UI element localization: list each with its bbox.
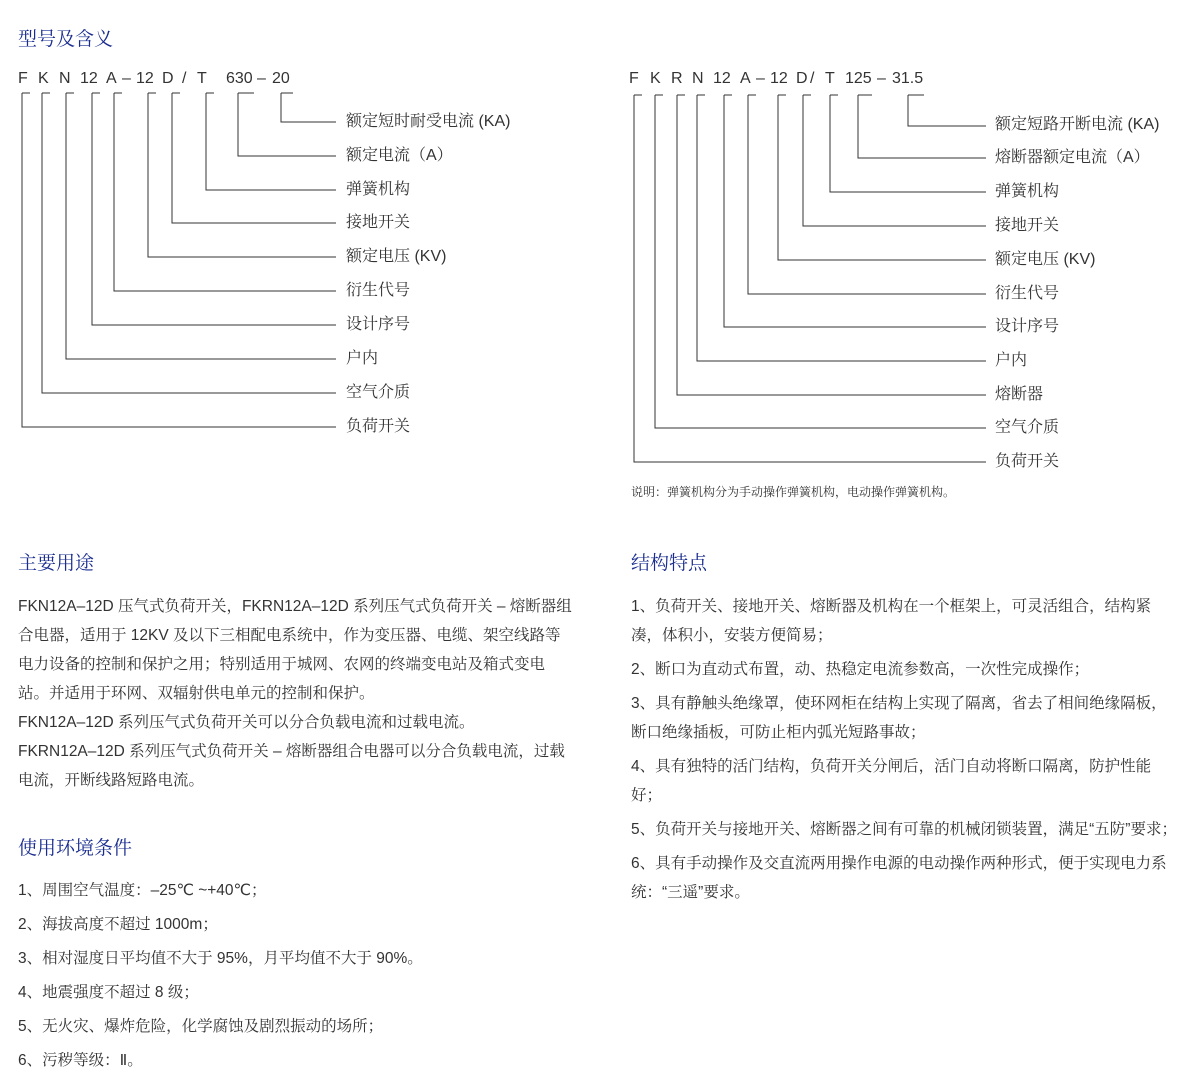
- code-part: /: [810, 70, 815, 87]
- fkn-label: 空气介质: [346, 384, 411, 401]
- fkrn-connector: [803, 95, 986, 226]
- code-part: A: [740, 70, 751, 87]
- code-part: D: [796, 70, 808, 87]
- code-part: N: [692, 70, 704, 87]
- fkrn-label: 接地开关: [995, 217, 1060, 234]
- fkn-connector: [148, 93, 336, 257]
- code-part: 12: [770, 70, 788, 87]
- list-item: 4、地震强度不超过 8 级；: [18, 984, 199, 1001]
- fkrn-connector: [677, 95, 986, 395]
- code-part: F: [18, 70, 28, 87]
- code-part: –: [257, 70, 266, 87]
- list-item: 5、负荷开关与接地开关、熔断器之间有可靠的机械闭锁装置，满足“五防”要求；: [631, 821, 1177, 838]
- code-part: T: [825, 70, 835, 87]
- code-part: 12: [80, 70, 98, 87]
- fkrn-label: 负荷开关: [995, 453, 1060, 470]
- fkn-label: 户内: [346, 350, 379, 367]
- code-part: 12: [136, 70, 154, 87]
- environment-section-title: 使用环境条件: [18, 838, 133, 859]
- fkn-label: 额定电压 (KV): [346, 248, 447, 265]
- code-part: T: [197, 70, 207, 87]
- fkn-label: 额定短时耐受电流 (KA): [346, 113, 511, 130]
- code-part: D: [162, 70, 174, 87]
- fkn-connector: [66, 93, 336, 359]
- list-item: 6、污秽等级：Ⅱ。: [18, 1052, 143, 1069]
- fkn-label: 设计序号: [346, 316, 411, 333]
- fkrn-label: 熔断器: [995, 386, 1044, 403]
- usage-paragraph: FKN12A–12D 压气式负荷开关，FKRN12A–12D 系列压气式负荷开关 – 熔断器组合电器，适用于 12KV 及以下三相配电系统中，作为变压器、电缆、架空线路等电力设备的控制和保护之用；特别适用于城网、农网的终端变电站及箱式变电站。并适用于环网、双辐射供电单元的控制和保护。: [18, 598, 572, 702]
- list-item: 5、无火灾、爆炸危险，化学腐蚀及剧烈振动的场所；: [18, 1018, 384, 1035]
- fkn-label: 接地开关: [346, 214, 411, 231]
- fkn-label: 额定电流（A）: [346, 147, 453, 164]
- code-part: K: [38, 70, 49, 87]
- code-part: –: [122, 70, 131, 87]
- fkn-connector: [114, 93, 336, 291]
- structure-section-title: 结构特点: [631, 553, 708, 574]
- list-item: 3、具有静触头绝缘罩，使环网柜在结构上实现了隔离，省去了相间绝缘隔板，断口绝缘插板，可防止柜内弧光短路事故；: [631, 695, 1167, 741]
- list-item: 2、断口为直动式布置，动、热稳定电流参数高，一次性完成操作；: [631, 661, 1090, 678]
- list-item: 2、海拔高度不超过 1000m；: [18, 916, 218, 933]
- code-part: –: [756, 70, 765, 87]
- structure-list: [631, 592, 1181, 907]
- model-section-title: 型号及含义: [18, 29, 114, 50]
- fkrn-connector: [908, 95, 986, 126]
- fkn-connector: [238, 93, 336, 156]
- fkrn-label: 额定电压 (KV): [995, 251, 1096, 268]
- fkrn-label: 弹簧机构: [995, 183, 1060, 200]
- fkrn-label: 衍生代号: [995, 285, 1060, 302]
- fkrn-connector: [724, 95, 986, 327]
- fkrn-label: 空气介质: [995, 419, 1060, 436]
- fkrn-label: 设计序号: [995, 318, 1060, 335]
- fkrn-connector: [778, 95, 986, 260]
- fkrn-connector: [858, 95, 986, 158]
- fkn-connector: [42, 93, 336, 393]
- fkrn-label: 户内: [995, 352, 1028, 369]
- fkn-connector: [281, 93, 336, 122]
- code-part: K: [650, 70, 661, 87]
- fkrn-label: 额定短路开断电流 (KA): [995, 116, 1160, 133]
- fkn-connector: [22, 93, 336, 427]
- code-part: 12: [713, 70, 731, 87]
- code-part: 630: [226, 70, 253, 87]
- list-item: 1、负荷开关、接地开关、熔断器及机构在一个框架上，可灵活组合，结构紧凑，体积小，安装方便简易；: [631, 598, 1152, 644]
- environment-list: [18, 876, 578, 1075]
- code-part: A: [106, 70, 117, 87]
- fkrn-label: 熔断器额定电流（A）: [995, 149, 1150, 166]
- fkrn-connector: [830, 95, 986, 192]
- code-part: –: [877, 70, 886, 87]
- code-part: N: [59, 70, 71, 87]
- usage-paragraph: FKRN12A–12D 系列压气式负荷开关 – 熔断器组合电器可以分合负载电流，过载电流，开断线路短路电流。: [18, 743, 565, 789]
- list-item: 3、相对湿度日平均值不大于 95%，月平均值不大于 90%。: [18, 950, 423, 967]
- code-part: 20: [272, 70, 290, 87]
- code-part: 31.5: [892, 70, 924, 87]
- code-part: 125: [845, 70, 872, 87]
- fkn-label: 负荷开关: [346, 418, 411, 435]
- fkrn-connector: [655, 95, 986, 428]
- fkn-connector: [206, 93, 336, 190]
- usage-section-title: 主要用途: [18, 553, 95, 574]
- list-item: 4、具有独特的活门结构，负荷开关分闸后，活门自动将断口隔离，防护性能好；: [631, 758, 1152, 804]
- fkrn-connector: [697, 95, 986, 361]
- fkrn-connector: [634, 95, 986, 462]
- code-part: /: [182, 70, 187, 87]
- fkn-label: 弹簧机构: [346, 181, 411, 198]
- mechanism-note: 说明：弹簧机构分为手动操作弹簧机构，电动操作弹簧机构。: [631, 485, 956, 499]
- fkn-connector: [92, 93, 336, 325]
- fkrn-connector: [748, 95, 986, 294]
- usage-paragraph: FKN12A–12D 系列压气式负荷开关可以分合负载电流和过载电流。: [18, 714, 475, 731]
- list-item: 1、周围空气温度：–25℃ ~+40℃；: [18, 882, 267, 899]
- fkn-connector: [172, 93, 336, 223]
- fkn-label: 衍生代号: [346, 282, 411, 299]
- list-item: 6、具有手动操作及交直流两用操作电源的电动操作两种形式，便于实现电力系统：“三遥”要求。: [631, 855, 1167, 901]
- code-part: R: [671, 70, 683, 87]
- code-part: F: [629, 70, 639, 87]
